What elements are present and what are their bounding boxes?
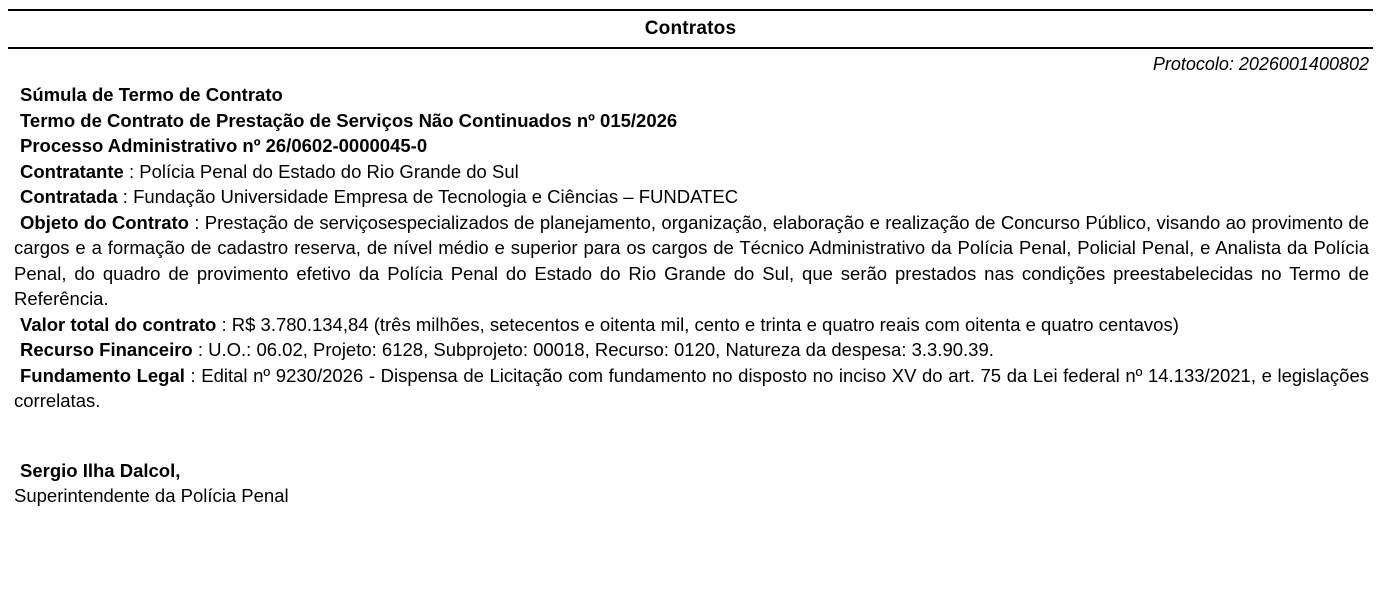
field-objeto-do-contrato	[14, 210, 1369, 312]
field-valor-separator: :	[216, 313, 232, 335]
document-page	[0, 9, 1381, 596]
field-objeto-label: Objeto do Contrato	[20, 211, 189, 233]
field-valor-value: R$ 3.780.134,84 (três milhões, setecentos e oitenta mil, cento e trinta e quatro reais com oitenta e quatro centavos)	[231, 313, 1179, 335]
field-valor-label: Valor total do contrato	[20, 313, 217, 335]
field-contratada-value: Fundação Universidade Empresa de Tecnologia e Ciências – FUNDATEC	[133, 186, 739, 207]
page-title: Contratos	[644, 18, 737, 39]
signatory-name: Sergio Ilha Dalcol,	[20, 459, 181, 481]
field-contratada-label: Contratada	[20, 186, 118, 207]
field-valor-total	[14, 312, 1369, 338]
summary-title: Súmula de Termo de Contrato	[20, 84, 283, 105]
contract-title: Termo de Contrato de Prestação de Serviços Não Continuados nº 015/2026	[20, 109, 678, 131]
protocol-row	[8, 54, 1369, 75]
field-contratante-value: Polícia Penal do Estado do Rio Grande do Sul	[139, 160, 519, 182]
field-fundamento-legal	[14, 363, 1369, 414]
field-objeto-separator: :	[188, 211, 205, 233]
field-recurso-separator: :	[192, 339, 209, 360]
field-recurso-financeiro	[14, 337, 1369, 363]
protocol-number: Protocolo: 2026001400802	[1152, 54, 1369, 74]
field-objeto-value: Prestação de serviçosespecializados de planejamento, organização, elaboração e realização de Concurso Público, visando ao provimento de cargos e a formação de cadastro reserva, de nível médio e superior para os cargos de Técnico Administrativo da Polícia Penal, Policial Penal, e Analista da Polícia Penal, do quadro de provimento efetivo da Polícia Penal do Estado do Rio Grande do Sul, que serão prestados nas condições preestabelecidas no Termo de Referência.	[14, 211, 1369, 309]
field-contratante-label: Contratante	[20, 160, 124, 182]
field-recurso-label: Recurso Financeiro	[20, 339, 193, 360]
contract-body	[14, 82, 1369, 414]
field-contratante-separator: :	[123, 160, 140, 182]
field-fundamento-separator: :	[184, 364, 202, 386]
field-fundamento-value: Edital nº 9230/2026 - Dispensa de Licitação com fundamento no disposto no inciso XV do art. 75 da Lei federal nº 14.133/2021, e legislações correlatas.	[14, 364, 1370, 411]
field-fundamento-label: Fundamento Legal	[20, 364, 185, 386]
field-contratada	[14, 184, 1369, 210]
signatory-role: Superintendente da Polícia Penal	[14, 485, 289, 506]
signature-block	[14, 458, 1381, 509]
field-recurso-value: U.O.: 06.02, Projeto: 6128, Subprojeto: 00018, Recurso: 0120, Natureza da despesa: 3.3.90.39.	[208, 339, 994, 360]
section-header-band	[8, 9, 1373, 49]
field-contratada-separator: :	[117, 186, 134, 207]
field-contratante	[14, 159, 1369, 185]
process-line: Processo Administrativo nº 26/0602-0000045-0	[20, 135, 428, 156]
